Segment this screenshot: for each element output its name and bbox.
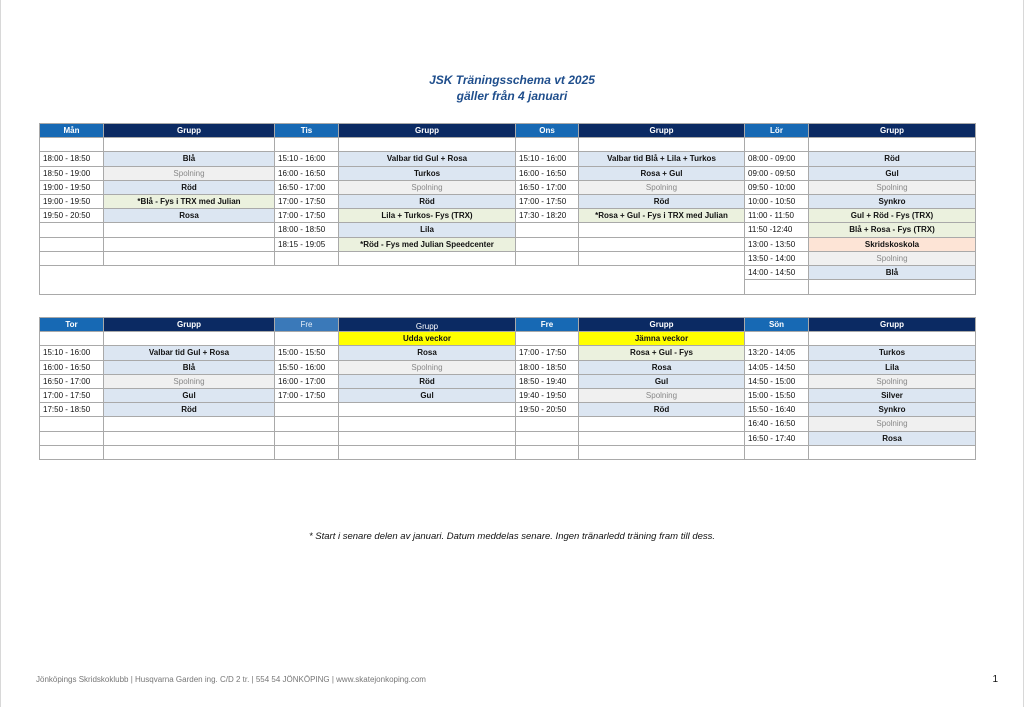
time-cell: 17:50 - 18:50 [40,403,104,417]
time-cell: 14:05 - 14:50 [745,360,809,374]
time-cell [275,417,339,431]
group-cell [104,251,275,265]
table-row [40,417,976,431]
time-cell [516,138,579,152]
group-cell: *Rosa + Gul - Fys i TRX med Julian [579,209,745,223]
blank-cell [516,332,579,346]
title-line-2: gäller från 4 januari [456,89,568,103]
group-cell: Blå [104,360,275,374]
time-cell: 15:10 - 16:00 [516,152,579,166]
group-cell: Gul [339,388,516,402]
time-cell: 15:10 - 16:00 [275,152,339,166]
group-cell: Spolning [809,417,976,431]
time-cell: 13:20 - 14:05 [745,346,809,360]
group-cell: Synkro [809,403,976,417]
bottom-header-row [40,318,976,332]
group-cell: Gul + Röd - Fys (TRX) [809,209,976,223]
group-cell [339,403,516,417]
time-cell: 18:00 - 18:50 [275,223,339,237]
time-cell: 16:00 - 16:50 [516,166,579,180]
group-cell: Röd [579,403,745,417]
time-cell: 17:00 - 17:50 [516,346,579,360]
group-cell [579,237,745,251]
group-cell: Rosa + Gul - Fys [579,346,745,360]
time-cell: 16:00 - 16:50 [275,166,339,180]
group-cell: Spolning [809,251,976,265]
group-cell: Lila + Turkos- Fys (TRX) [339,209,516,223]
time-cell: 09:50 - 10:00 [745,180,809,194]
table-row [40,194,976,208]
group-cell: Valbar tid Gul + Rosa [339,152,516,166]
bottom-group-header-3: Grupp [809,318,976,332]
time-cell: 10:00 - 10:50 [745,194,809,208]
group-cell: *Blå - Fys i TRX med Julian [104,194,275,208]
page-footer: Jönköpings Skridskoklubb | Husqvarna Garden ing. C/D 2 tr. | 554 54 JÖNKÖPING | www.skatejonkoping.com [36,675,426,684]
time-cell: 15:50 - 16:00 [275,360,339,374]
table-row [40,223,976,237]
group-cell: Röd [104,180,275,194]
time-cell [516,417,579,431]
time-cell [275,445,339,459]
group-cell: Spolning [339,360,516,374]
footnote: * Start i senare delen av januari. Datum meddelas senare. Ingen tränarledd träning fram till dess. [308,531,716,542]
group-cell: Röd [104,403,275,417]
group-cell: Skridskoskola [809,237,976,251]
title-line-1: JSK Träningsschema vt 2025 [429,73,595,87]
group-cell [104,445,275,459]
time-cell: 18:00 - 18:50 [40,152,104,166]
time-cell: 15:00 - 15:50 [275,346,339,360]
table-row [40,431,976,445]
time-cell: 11:50 -12:40 [745,223,809,237]
bottom-day-header-3: Sön [745,318,809,332]
time-cell: 14:00 - 14:50 [745,265,809,279]
time-cell [516,223,579,237]
time-cell: 15:10 - 16:00 [40,346,104,360]
table-row [40,237,976,251]
group-cell: Spolning [809,374,976,388]
time-cell [745,138,809,152]
top-day-header-0: Mån [40,124,104,138]
table-row [40,166,976,180]
bottom-group-header-0: Grupp [104,318,275,332]
time-cell: 18:50 - 19:00 [40,166,104,180]
group-cell: Blå [809,265,976,279]
time-cell: 16:50 - 17:00 [516,180,579,194]
top-day-header-3: Lör [745,124,809,138]
time-cell [40,223,104,237]
group-cell: Turkos [339,166,516,180]
blank-cell [275,332,339,346]
week-label-even: Jämna veckor [579,332,745,346]
time-cell: 13:00 - 13:50 [745,237,809,251]
time-cell: 18:00 - 18:50 [516,360,579,374]
bottom-group-header-2: Grupp [579,318,745,332]
empty-area [40,265,745,294]
blank-cell [745,332,809,346]
time-cell [275,403,339,417]
group-cell: Lila [339,223,516,237]
group-cell: Spolning [809,180,976,194]
group-cell: Rosa + Gul [579,166,745,180]
group-cell [104,138,275,152]
group-cell [104,417,275,431]
bottom-day-header-2: Fre [516,318,579,332]
time-cell [40,251,104,265]
time-cell: 13:50 - 14:00 [745,251,809,265]
group-cell: Synkro [809,194,976,208]
top-group-header-0: Grupp [104,124,275,138]
group-cell [579,251,745,265]
group-cell: Silver [809,388,976,402]
time-cell: 18:50 - 19:40 [516,374,579,388]
group-cell: Spolning [579,180,745,194]
top-group-header-3: Grupp [809,124,976,138]
group-cell [579,445,745,459]
table-row [40,388,976,402]
time-cell: 16:50 - 17:00 [275,180,339,194]
top-group-header-1: Grupp [339,124,516,138]
time-cell: 19:00 - 19:50 [40,194,104,208]
table-row [40,346,976,360]
page-number: 1 [992,674,998,685]
group-cell: Rosa [809,431,976,445]
time-cell: 09:00 - 09:50 [745,166,809,180]
time-cell: 15:50 - 16:40 [745,403,809,417]
schedule-table-top [39,123,976,295]
group-cell [339,251,516,265]
time-cell: 16:50 - 17:00 [40,374,104,388]
group-cell: Valbar tid Gul + Rosa [104,346,275,360]
time-cell [516,251,579,265]
time-cell: 16:00 - 17:00 [275,374,339,388]
time-cell: 17:00 - 17:50 [40,388,104,402]
time-cell [40,138,104,152]
time-cell [275,138,339,152]
group-cell: Spolning [579,388,745,402]
time-cell: 08:00 - 09:00 [745,152,809,166]
time-cell: 19:50 - 20:50 [40,209,104,223]
schedule-title [0,72,1024,104]
time-cell: 16:50 - 17:40 [745,431,809,445]
time-cell: 17:00 - 17:50 [275,194,339,208]
table-row [40,251,976,265]
group-cell [809,138,976,152]
time-cell: 16:40 - 16:50 [745,417,809,431]
group-cell [339,417,516,431]
time-cell: 18:15 - 19:05 [275,237,339,251]
group-cell [579,138,745,152]
time-cell: 19:00 - 19:50 [40,180,104,194]
time-cell [516,431,579,445]
time-cell [516,445,579,459]
table-row [40,403,976,417]
group-cell [579,223,745,237]
top-group-header-2: Grupp [579,124,745,138]
table-row [40,180,976,194]
time-cell [40,237,104,251]
group-cell: Rosa [104,209,275,223]
time-cell [40,417,104,431]
table-row [40,152,976,166]
group-cell: Gul [809,166,976,180]
group-cell: Spolning [339,180,516,194]
top-day-header-2: Ons [516,124,579,138]
time-cell [275,251,339,265]
table-row [40,209,976,223]
week-label-odd: Udda veckor [339,332,516,346]
top-header-row [40,124,976,138]
top-day-header-1: Tis [275,124,339,138]
group-cell: Gul [104,388,275,402]
group-cell [339,431,516,445]
group-cell [809,280,976,295]
group-cell [339,138,516,152]
group-cell: Lila [809,360,976,374]
time-cell: 17:30 - 18:20 [516,209,579,223]
group-cell [579,431,745,445]
bottom-day-header-1: Fre [275,318,339,332]
time-cell [275,431,339,445]
group-cell: Blå + Rosa - Fys (TRX) [809,223,976,237]
group-cell: Röd [339,374,516,388]
group-cell: Röd [579,194,745,208]
group-cell: Röd [809,152,976,166]
group-cell: Turkos [809,346,976,360]
group-cell: Valbar tid Blå + Lila + Turkos [579,152,745,166]
time-cell: 19:40 - 19:50 [516,388,579,402]
table-row [40,360,976,374]
group-cell [104,223,275,237]
week-label-row [40,332,976,346]
schedule-table-bottom [39,317,976,460]
time-cell: 17:00 - 17:50 [275,388,339,402]
time-cell: 14:50 - 15:00 [745,374,809,388]
bottom-group-header-1: Grupp [339,318,516,332]
group-cell: Spolning [104,374,275,388]
group-cell [579,417,745,431]
group-cell: Röd [339,194,516,208]
group-cell [104,237,275,251]
group-cell: Rosa [339,346,516,360]
time-cell [516,237,579,251]
time-cell: 16:00 - 16:50 [40,360,104,374]
group-cell: Spolning [104,166,275,180]
table-row [40,138,976,152]
time-cell [745,280,809,295]
table-row [40,445,976,459]
group-cell: Rosa [579,360,745,374]
time-cell: 17:00 - 17:50 [516,194,579,208]
time-cell: 19:50 - 20:50 [516,403,579,417]
group-cell: Blå [104,152,275,166]
time-cell: 11:00 - 11:50 [745,209,809,223]
table-row [40,374,976,388]
group-cell [104,431,275,445]
time-cell [40,445,104,459]
group-cell: Gul [579,374,745,388]
time-cell: 15:00 - 15:50 [745,388,809,402]
time-cell [745,445,809,459]
group-cell [809,445,976,459]
group-cell: *Röd - Fys med Julian Speedcenter [339,237,516,251]
table-row [40,265,976,279]
time-cell: 17:00 - 17:50 [275,209,339,223]
group-cell [339,445,516,459]
time-cell [40,431,104,445]
bottom-day-header-0: Tor [40,318,104,332]
blank-cell [809,332,976,346]
blank-cell [104,332,275,346]
blank-cell [40,332,104,346]
